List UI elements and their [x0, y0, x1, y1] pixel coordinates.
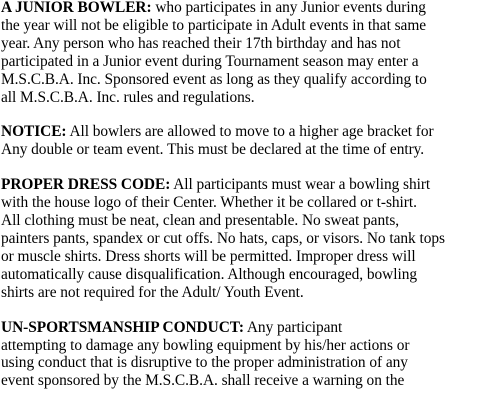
notice-text-1: All bowlers are allowed to move to a higher age bracket for	[66, 123, 434, 141]
dress-code-text-4: painters pants, spandex or cut offs. No hats, caps, or visors. No tank tops	[1, 229, 445, 247]
junior-bowler-text-4: participated in a Junior event during Tournament season may enter a	[1, 52, 419, 70]
conduct-text-2: attempting to damage any bowling equipment by his/her actions or	[1, 336, 410, 354]
conduct-section	[1, 319, 499, 391]
dress-code-text-3: All clothing must be neat, clean and presentable. No sweat pants,	[1, 212, 400, 230]
conduct-line-1	[1, 319, 499, 337]
junior-bowler-text-3: year. Any person who has reached their 17th birthday and has not	[1, 34, 401, 52]
junior-bowler-heading: A JUNIOR BOWLER:	[1, 0, 152, 16]
notice-heading: NOTICE:	[1, 123, 67, 141]
junior-bowler-text-2: the year will not be eligible to participate in Adult events in that same	[1, 16, 427, 34]
dress-code-text-5: or muscle shirts. Dress shorts will be permitted. Improper dress will	[1, 247, 416, 265]
conduct-heading: UN-SPORTSMANSHIP CONDUCT:	[1, 318, 244, 336]
conduct-text-1: Any participant	[243, 318, 343, 336]
dress-code-text-2: with the house logo of their Center. Whether it be collared or t-shirt.	[1, 194, 417, 212]
junior-bowler-text-1: who participates in any Junior events during	[151, 0, 426, 16]
rules-document	[1, 0, 499, 407]
conduct-text-4: event sponsored by the M.S.C.B.A. shall receive a warning on the	[1, 372, 405, 390]
dress-code-text-1: All participants must wear a bowling shirt	[170, 176, 431, 194]
notice-line-1	[1, 123, 499, 141]
notice-text-2: Any double or team event. This must be declared at the time of entry.	[1, 141, 425, 159]
dress-code-text-7: shirts are not required for the Adult/ Youth Event.	[1, 283, 304, 301]
conduct-text-3: using conduct that is disruptive to the proper administration of any	[1, 354, 408, 372]
junior-bowler-section	[1, 0, 499, 106]
junior-bowler-text-5: M.S.C.B.A. Inc. Sponsored event as long as they qualify according to	[1, 70, 427, 88]
dress-code-section	[1, 176, 499, 301]
dress-code-line-1	[1, 176, 499, 194]
dress-code-heading: PROPER DRESS CODE:	[1, 176, 171, 194]
dress-code-text-6: automatically cause disqualification. Although encouraged, bowling	[1, 265, 417, 283]
junior-bowler-text-6: all M.S.C.B.A. Inc. rules and regulations.	[1, 88, 255, 106]
notice-section	[1, 123, 499, 159]
junior-bowler-line-1	[1, 0, 499, 17]
